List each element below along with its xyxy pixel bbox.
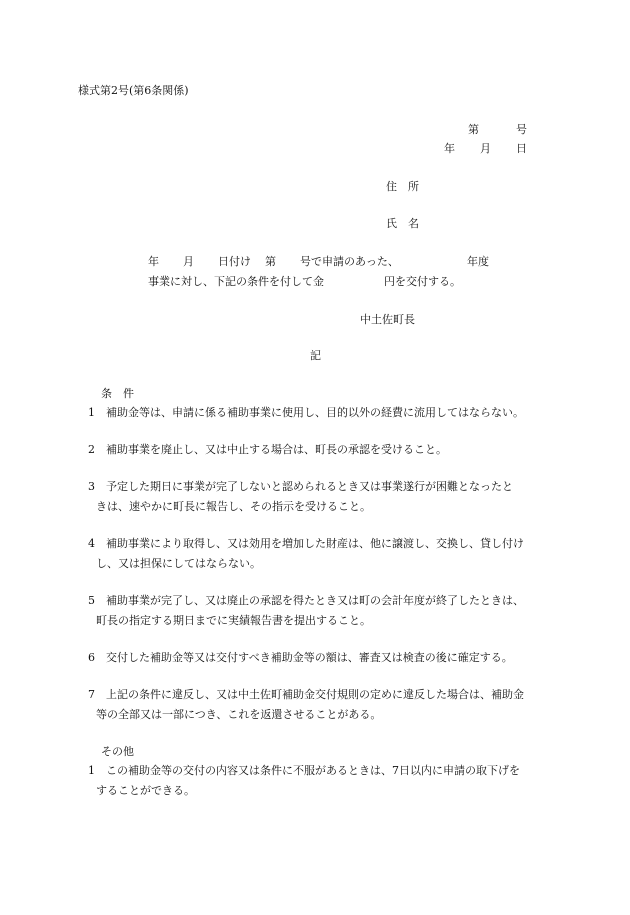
date-month: 月 [480, 142, 491, 155]
condition-number: 4 [88, 537, 95, 550]
conditions-heading: 条 件 [101, 387, 134, 400]
doc-number-gou: 号 [516, 123, 527, 136]
condition-number: 5 [88, 594, 95, 607]
name-label: 氏 名 [386, 217, 419, 230]
condition-number: 7 [88, 688, 95, 701]
condition-number: 2 [88, 443, 95, 456]
date-day: 日 [516, 142, 527, 155]
form-label: 様式第2号(第6条関係) [78, 84, 189, 97]
other-heading: その他 [101, 745, 134, 758]
condition-text-continued: し、又は担保にしてはならない。 [96, 557, 261, 570]
address-label: 住 所 [386, 180, 419, 193]
condition-text-continued: 町長の指定する期日までに実績報告書を提出すること。 [96, 614, 371, 627]
body-hizuke: 日付け [218, 255, 251, 268]
condition-text: 予定した期日に事業が完了しないと認められるとき又は事業遂行が困難となったと [106, 480, 513, 493]
body-en: 円を交付する。 [384, 275, 461, 288]
condition-number: 3 [88, 480, 95, 493]
condition-text: 交付した補助金等又は交付すべき補助金等の額は、審査又は検査の後に確定する。 [106, 651, 513, 664]
date-year: 年 [444, 142, 455, 155]
body-nen: 年 [148, 255, 159, 268]
body-gou-shinsei: 号で申請のあった、 [300, 255, 399, 268]
condition-number: 6 [88, 651, 95, 664]
other-number: 1 [88, 764, 95, 777]
other-text-continued: することができる。 [96, 784, 195, 797]
body-nendo: 年度 [467, 255, 489, 268]
condition-text: 補助事業が完了し、又は廃止の承認を得たとき又は町の会計年度が終了したときは、 [106, 594, 524, 607]
condition-text: 補助金等は、申請に係る補助事業に使用し、目的以外の経費に流用してはならない。 [106, 406, 524, 419]
ki-heading: 記 [310, 349, 321, 362]
body-jigyou: 事業に対し、下記の条件を付して金 [148, 275, 324, 288]
condition-text: 上記の条件に違反し、又は中土佐町補助金交付規則の定めに違反した場合は、補助金 [106, 688, 524, 701]
condition-text-continued: 等の全部又は一部につき、これを返還させることがある。 [96, 708, 382, 721]
other-text: この補助金等の交付の内容又は条件に不服があるときは、7日以内に申請の取下げを [106, 764, 520, 777]
doc-number-dai: 第 [468, 123, 479, 136]
condition-number: 1 [88, 406, 95, 419]
issuer-title: 中土佐町長 [360, 313, 415, 326]
condition-text-continued: きは、速やかに町長に報告し、その指示を受けること。 [96, 500, 371, 513]
body-dai: 第 [265, 255, 276, 268]
condition-text: 補助事業を廃止し、又は中止する場合は、町長の承認を受けること。 [106, 443, 447, 456]
body-tsuki: 月 [183, 255, 194, 268]
condition-text: 補助事業により取得し、又は効用を増加した財産は、他に譲渡し、交換し、貸し付け [106, 537, 524, 550]
